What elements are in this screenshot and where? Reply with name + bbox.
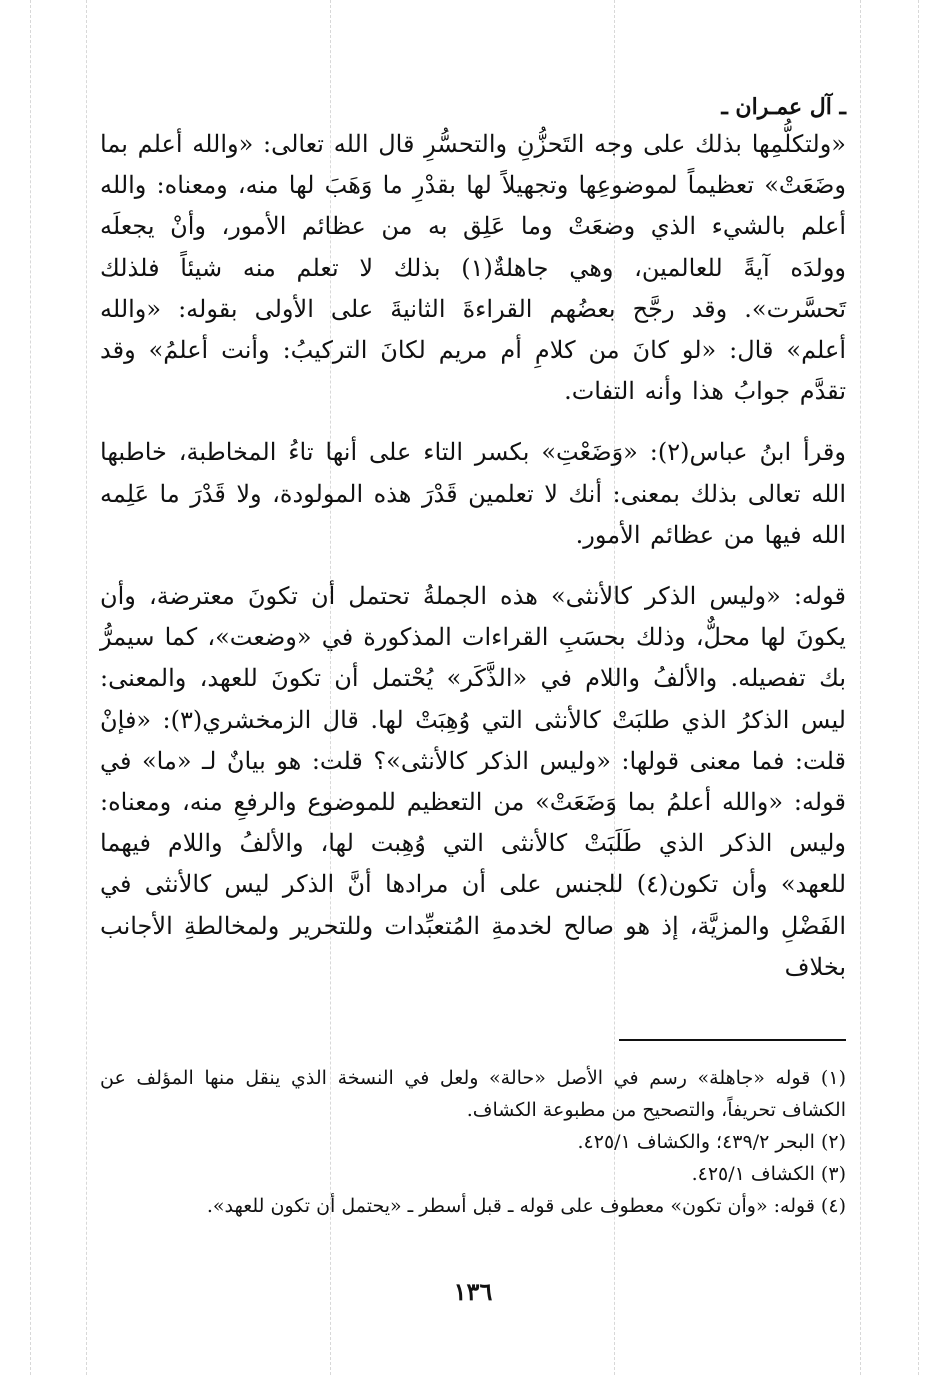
running-header: ـ آل عمـران ـ (721, 94, 846, 120)
footnote: (١) قوله «جاهلة» رسم في الأصل «حالة» ولعل في النسخة الذي ينقل منها المؤلف عن الكشاف تحريفاً، والتصحيح من مطبوعة الكشاف. (100, 1067, 846, 1121)
paragraph: وقرأ ابنُ عباس(٢): «وَضَعْتِ» بكسر التاء على أنها تاءُ المخاطبة، خاطبها الله تعالى بذلك بمعنى: أنك لا تعلمين قَدْرَ هذه المولودة، ولا قَدْرَ ما عَلِمه الله فيها من عظائم الأمور. (100, 438, 847, 549)
footnotes (100, 1062, 846, 1222)
scan-artifact-line (86, 0, 87, 1375)
paragraph: «ولتكلُّمِها بذلك على وجه التَحزُّنِ والتحسُّرِ قال الله تعالى: «والله أعلم بما وضَعَتْ» تعظيماً لموضوعِها وتجهيلاً لها بقدْرِ ما وَهَبَ لها منه، ومعناه: والله أعلم بالشيء الذي وضعَتْ وما عَلِق به من عظائم الأمور، وأنْ يجعلَه وولدَه آيةً للعالمين، وهي جاهلةٌ(١) بذلك لا تعلم منه شيئاً فلذلك تَحسَّرت». وقد رجَّح بعضُهم القراءةَ الثانيةَ على الأولى بقوله: «والله أعلم» قال: «لو كانَ من كلامِ أم مريم لكانَ التركيبُ: وأنت أعلمُ» وقد تقدَّم جوابُ هذا وأنه التفات. (100, 130, 847, 406)
scan-artifact-line (30, 0, 31, 1375)
scan-artifact-line (860, 0, 861, 1375)
scan-artifact-line (918, 0, 919, 1375)
footnote-separator (619, 1039, 846, 1041)
footnote: (٤) قوله: «وأن تكون» معطوف على قوله ـ قبل أسطر ـ «يحتمل أن تكون للعهد». (206, 1195, 846, 1217)
footnote: (٣) الكشاف ٤٢٥/١. (691, 1163, 846, 1185)
paragraph: قوله: «وليس الذكر كالأنثى» هذه الجملةُ تحتمل أن تكونَ معترضة، وأن يكونَ لها محلٌّ، وذلك بحسَبِ القراءات المذكورة في «وضعت»، كما سيمرُّ بك تفصيله. والألفُ واللام في «الذَّكَر» يُحْتمل أن تكونَ للعهد، والمعنى: ليس الذكرُ الذي طلبَتْ كالأنثى التي وُهِبَتْ لها. قال الزمخشري(٣): «فإنْ قلت: فما معنى قولها: «وليس الذكر كالأنثى»؟ قلت: هو بيانٌ لـ «ما» في قوله: «والله أعلمُ بما وَضَعَتْ» من التعظيم للموضوع والرفعِ منه، ومعناه: وليس الذكر الذي طَلَبَتْ كالأنثى التي وُهِبت لها، والألفُ واللام فيهما للعهد» وأن تكون(٤) للجنس على أن مرادها أنَّ الذكر ليس كالأنثى في الفَضْلِ والمزيَّة، إذ هو صالح لخدمةِ المُتعبِّدات وللتحرير ولمخالطةِ الأجانب بخلاف (100, 582, 847, 981)
page-number: ١٣٦ (453, 1277, 493, 1306)
footnote: (٢) البحر ٤٣٩/٢؛ والكشاف ٤٢٥/١. (577, 1131, 846, 1153)
main-text (100, 124, 846, 988)
